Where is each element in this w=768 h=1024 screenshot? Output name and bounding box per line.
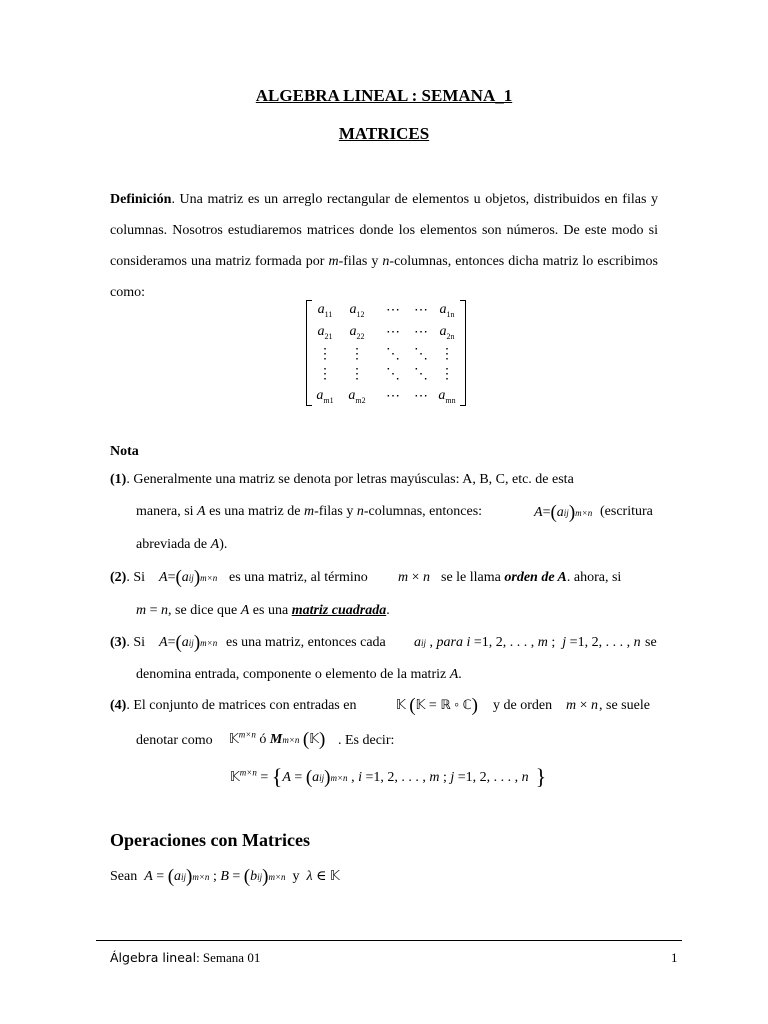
matrix-entry: ⋯ [386,303,400,318]
matrix-entry: ⋱ [386,367,400,382]
note-3-text-c: se [645,635,657,650]
footer-label: Álgebra lineal: Semana 01 [110,950,261,965]
section-heading-operations: Operaciones con Matrices [110,830,310,850]
matrix-entry: ⋮ [440,367,454,382]
matrix-entry: $a_{1n}$ [439,302,455,319]
matrix-entry: $a_{m1}$ [316,388,334,405]
matrix-entry: $a_{22}$ [349,324,365,341]
note-3-line-2: denomina entrada, componente o elemento de la matriz A. [136,667,462,682]
formula-a-aij: A=(aij)m×n [534,502,593,523]
matrix-entry: ⋱ [386,347,400,362]
note-1-line-1: (1). Generalmente una matriz se denota por letras mayúsculas: A, B, C, etc. de esta [110,472,574,487]
note-1-line-2: manera, si A es una matriz de m-filas y n-columnas, entonces: [136,504,483,519]
matrix-entry: ⋮ [318,367,332,382]
note-4-line-2: denotar como [136,733,213,748]
matrix-entry: ⋮ [350,347,364,362]
matrix-entry: $a_{2n}$ [439,324,455,341]
formula-a-aij-3: A=(aij)m×n [159,632,218,653]
formula-index-range: aij , para i =1, 2, . . . , m ; j =1, 2, . . . , n [414,635,641,650]
matrix-entry: ⋮ [350,367,364,382]
note-4-line-1: (4). El conjunto de matrices con entradas en [110,698,357,713]
formula-set-definition: 𝕂$^{m\times n}$ = {A = (aij)m×n , i =1, 2, . . . , m ; j =1, 2, . . . , n } [230,764,547,789]
note-4-text-f: . Es decir: [338,733,395,748]
note-1-line-3: abreviada de A). [136,537,228,552]
matrix-entry: ⋯ [414,389,428,404]
matrix-entry: $a_{11}$ [317,302,333,319]
page-title: ALGEBRA LINEAL : SEMANA_1 [255,86,513,105]
matrix-entry: $a_{21}$ [317,324,333,341]
matrix-entry: ⋯ [414,325,428,340]
footer-divider [96,940,682,941]
note-3-line-1: (3). Si [110,635,146,650]
matrix-entry: ⋯ [414,303,428,318]
formula-k-mxn: 𝕂$^{m\times n}$ ó Mm×n (𝕂) [229,729,326,750]
formula-mxn: m × n [398,570,431,585]
matrix-entry: ⋮ [440,347,454,362]
matrix-entry: $a_{mn}$ [438,388,456,405]
matrix-entry: ⋱ [414,347,428,362]
note-2-line-2: m = n, se dice que A es una matriz cuadrada. [136,603,390,618]
matrix-entry: ⋯ [386,325,400,340]
matrix-entry: ⋮ [318,347,332,362]
page-subtitle: MATRICES [338,124,430,143]
note-3-text-b: es una matriz, entonces cada [226,635,386,650]
definition-label: Definición [110,192,172,207]
matrix-entry: ⋯ [386,389,400,404]
page-number: 1 [671,950,678,965]
nota-heading: Nota [110,444,139,459]
formula-a-aij-2: A=(aij)m×n [159,567,218,588]
note-2-text-b: es una matriz, al término [229,570,368,585]
note-4-text-c: , se suele [599,698,650,713]
formula-field-k: 𝕂 (𝕂 = ℝ ◦ ℂ) [396,695,478,716]
note-1-escritura: (escritura [600,504,653,519]
note-2-text-c: se le llama orden de A. ahora, si [441,570,622,585]
matrix-entry: ⋱ [414,367,428,382]
definition-paragraph: Definición. Una matriz es un arreglo rectangular de elementos u objetos, distribuidos en filas y columnas. Nosotros estudiaremos matrices donde los elementos son números. De este modo si consideramos una matriz formada por m-filas y n-columnas, entonces dicha matriz lo escribimos como: [110,192,658,300]
matrix-entry: $a_{12}$ [349,302,365,319]
operations-let-line: Sean A = (aij)m×n ; B = (bij)m×n y λ ∈ 𝕂 [110,866,340,887]
note-4-text-b: y de orden [493,698,553,713]
note-2-line-1: (2). Si [110,570,146,585]
general-matrix [306,296,466,408]
matrix-entry: $a_{m2}$ [348,388,366,405]
formula-mxn-2: m × n [566,698,599,713]
